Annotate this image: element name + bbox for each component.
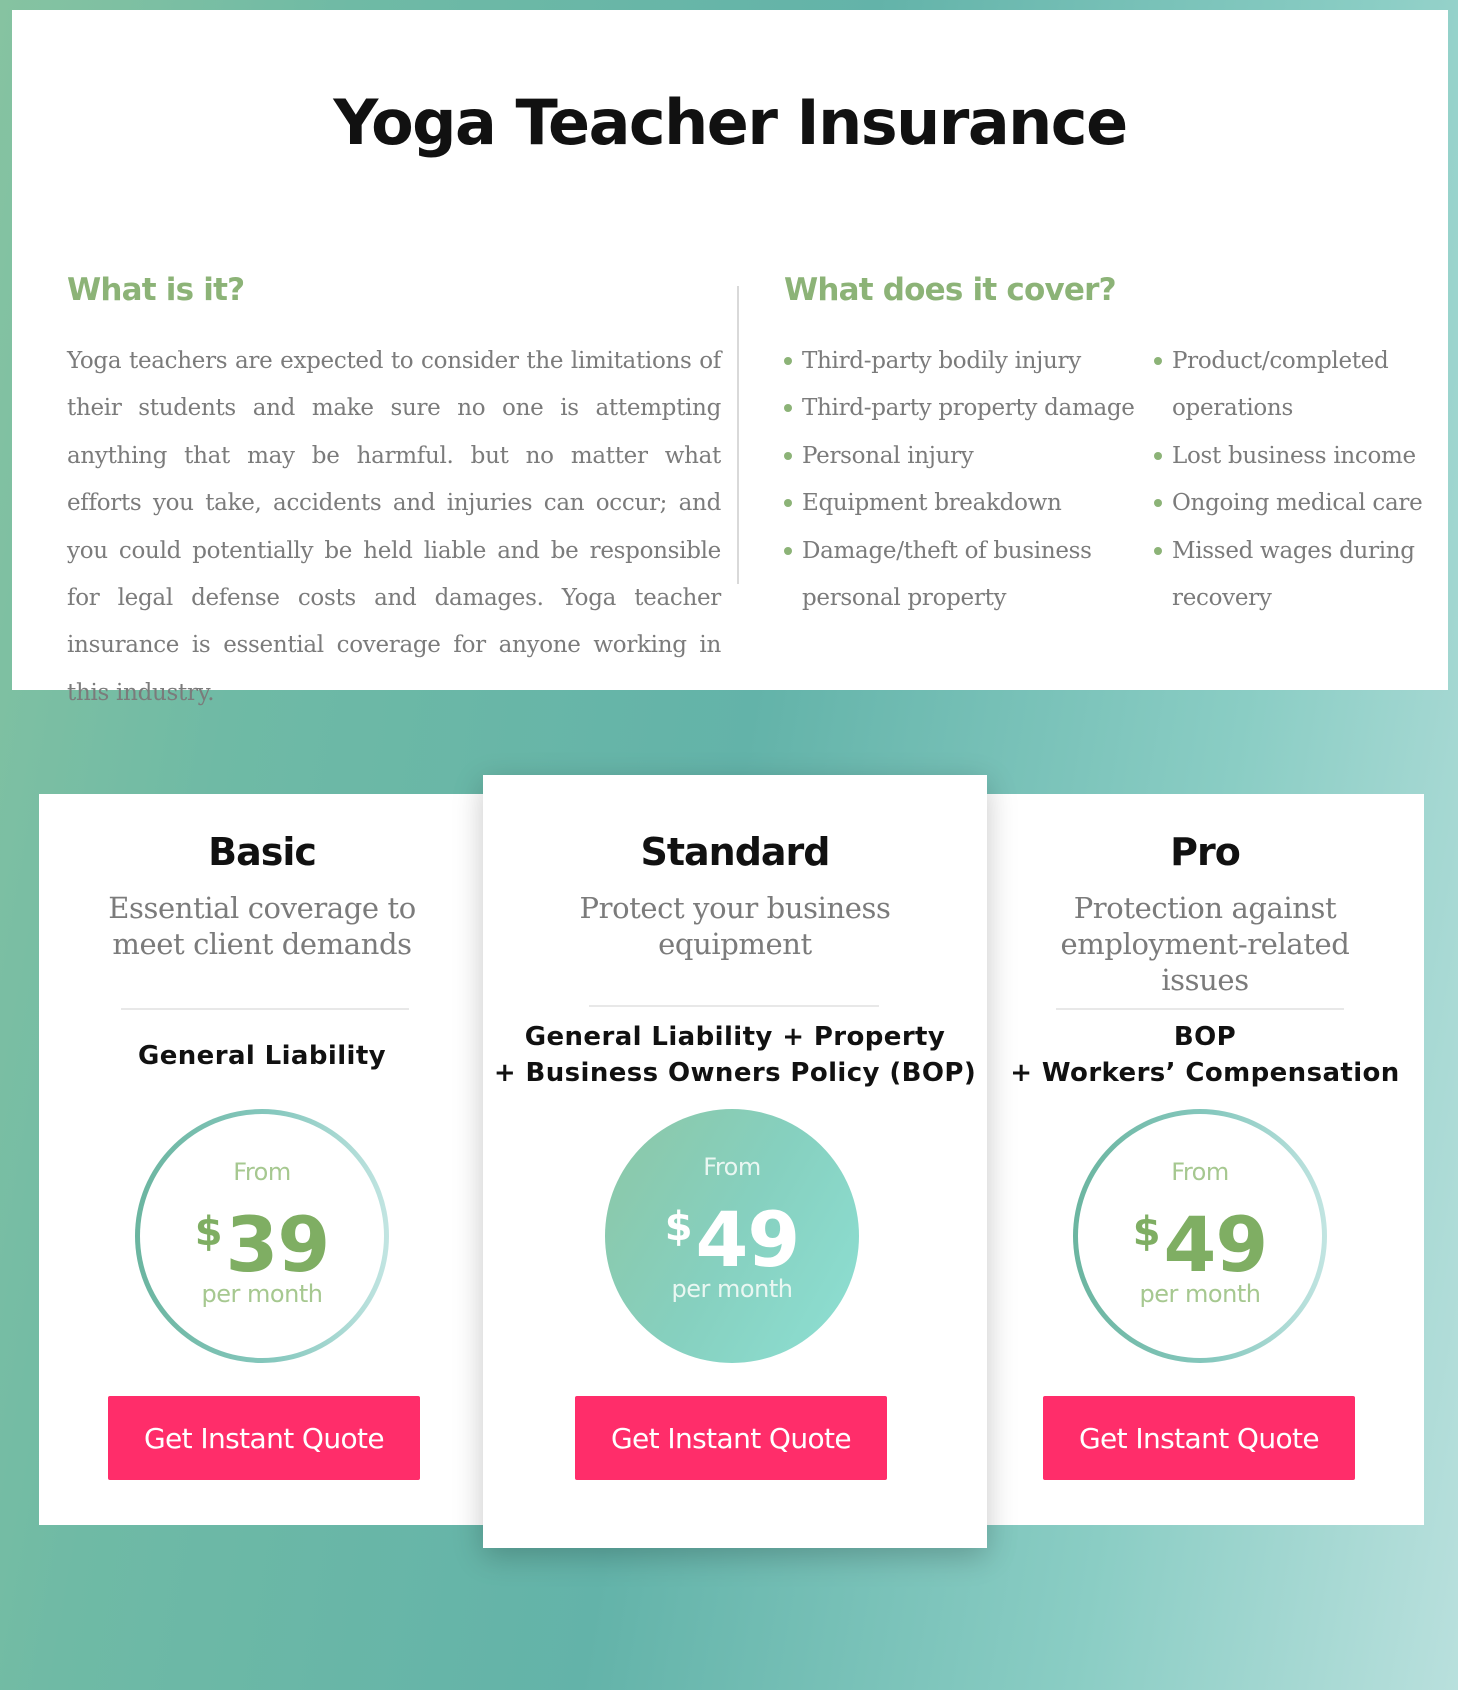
- card-divider: [1056, 1008, 1344, 1010]
- plan-name: Pro: [1170, 830, 1240, 874]
- price-from-label: From: [1171, 1158, 1229, 1186]
- plan-name: Basic: [208, 830, 316, 874]
- coverage-line: + Workers’ Compensation: [1010, 1058, 1400, 1088]
- currency-symbol: $: [1132, 1209, 1160, 1255]
- price-from-label: From: [703, 1153, 761, 1181]
- plan-description: Protect your business equipment: [579, 891, 891, 961]
- plan-card-standard: [483, 775, 987, 1548]
- price-value: 49: [1163, 1200, 1268, 1289]
- coverage-list-right: [1154, 338, 1444, 622]
- plan-name: Standard: [640, 830, 830, 874]
- price-value: 49: [695, 1195, 800, 1284]
- card-divider: [121, 1008, 409, 1010]
- what-is-it-text: Yoga teachers are expected to consider the limitations of their students and make sure no one is attempting anything that may be harmful. but no matter what efforts you take, accidents and injuries can occur; and you could potentially be held liable and be responsible for legal defense costs and damages. Yoga teacher insurance is essential coverage for anyone working in this industry.: [67, 348, 721, 706]
- plan-card-basic: [39, 794, 485, 1525]
- what-it-covers-heading: What does it cover?: [784, 272, 1116, 308]
- coverage-item: Equipment breakdown: [784, 480, 1152, 527]
- coverage-list-left: [784, 338, 1152, 622]
- coverage-item: Product/completed operations: [1154, 338, 1444, 433]
- plan-description: Protection against employment-related issues: [1060, 891, 1350, 997]
- price-circle: [1073, 1109, 1327, 1363]
- coverage-line: BOP: [1173, 1022, 1237, 1052]
- currency-symbol: $: [194, 1209, 222, 1255]
- coverage-item: Ongoing medical care: [1154, 480, 1444, 527]
- plan-description: Essential coverage to meet client demands: [108, 891, 416, 961]
- coverage-line: General Liability: [138, 1041, 386, 1071]
- what-is-it-heading: What is it?: [67, 272, 245, 308]
- card-divider: [589, 1005, 879, 1007]
- coverage-item: Missed wages during recovery: [1154, 528, 1444, 623]
- get-instant-quote-button-pro[interactable]: Get Instant Quote: [1043, 1396, 1355, 1480]
- price-period: per month: [201, 1280, 323, 1308]
- get-instant-quote-button-basic[interactable]: Get Instant Quote: [108, 1396, 420, 1480]
- coverage-line: General Liability + Property: [524, 1022, 946, 1052]
- plan-card-pro: [986, 794, 1424, 1525]
- coverage-item: Damage/theft of business personal property: [784, 528, 1152, 623]
- info-section: [12, 10, 1448, 706]
- plan-coverage: [483, 1019, 987, 1091]
- currency-symbol: $: [664, 1204, 692, 1250]
- coverage-item: Lost business income: [1154, 433, 1444, 480]
- price-amount: [1078, 1190, 1322, 1287]
- price-amount: [605, 1185, 859, 1282]
- price-from-label: From: [233, 1158, 291, 1186]
- page-title: Yoga Teacher Insurance: [333, 86, 1127, 159]
- price-period: per month: [671, 1275, 793, 1303]
- price-circle: [135, 1109, 389, 1363]
- price-amount: [140, 1190, 384, 1287]
- coverage-line: + Business Owners Policy (BOP): [493, 1058, 977, 1088]
- column-divider: [737, 286, 739, 584]
- get-instant-quote-button-standard[interactable]: Get Instant Quote: [575, 1396, 887, 1480]
- price-value: 39: [225, 1200, 330, 1289]
- price-circle: [605, 1109, 859, 1363]
- plan-coverage: [986, 1019, 1424, 1091]
- plan-coverage: [39, 1038, 485, 1074]
- coverage-item: Personal injury: [784, 433, 1152, 480]
- coverage-item: Third-party property damage: [784, 385, 1152, 432]
- coverage-item: Third-party bodily injury: [784, 338, 1152, 385]
- price-period: per month: [1139, 1280, 1261, 1308]
